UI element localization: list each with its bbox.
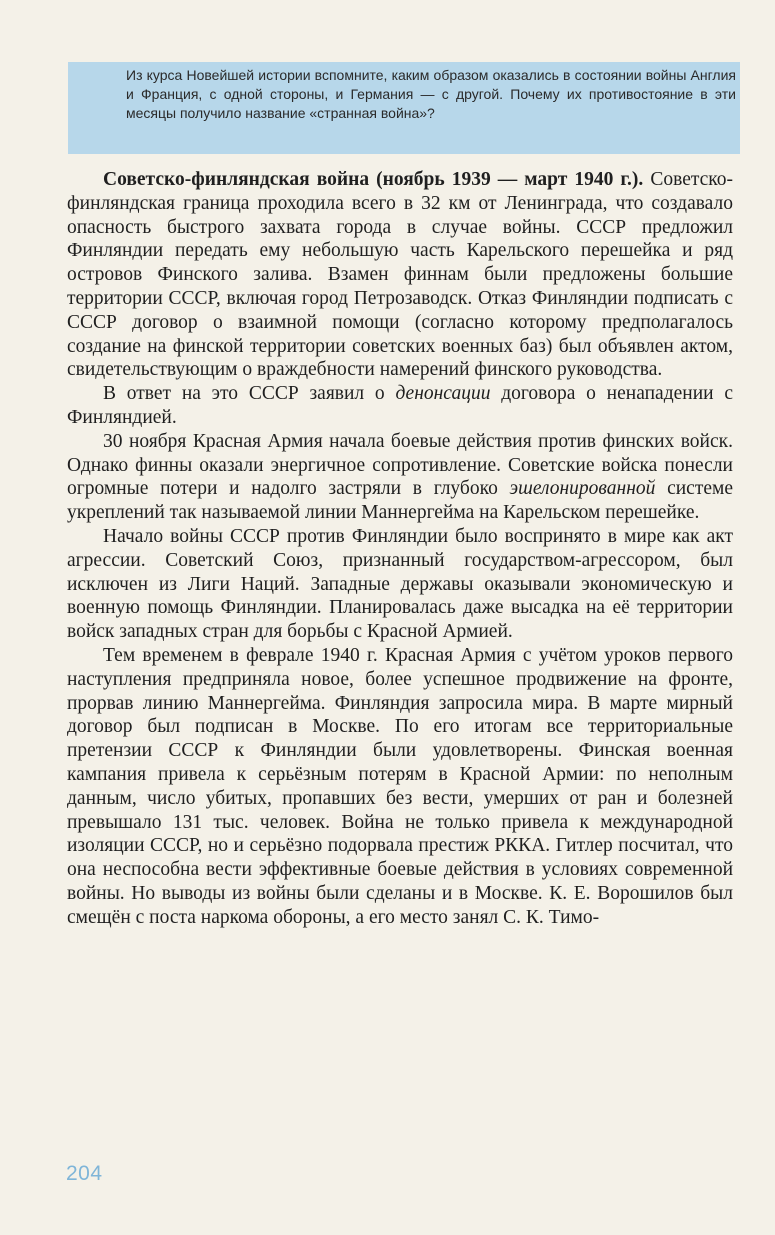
section-heading: Советско-финляндская война (ноябрь 1939 — март 1940 г.).	[103, 169, 644, 190]
paragraph-2-text-before: В ответ на это СССР заявил о	[103, 383, 396, 405]
term-denunciation: денонсации	[395, 383, 491, 405]
term-echeloned: эшелонированной	[509, 478, 656, 500]
paragraph-1-text: Советско-финляндская граница проходила всего в 32 км от Ленинграда, что создавало опасность быстрого захвата города в случае войны. СССР предложил Финляндии передать ему небольшую часть Карельского перешейка и ряд островов Финского залива. Взамен финнам были предложены большие территории СССР, включая город Петрозаводск. Отказ Финляндии подписать с СССР договор о взаимной помощи (согласно которому предполагалось создание на финской территории советских военных баз) был объявлен актом, свидетельствующим о враждебности намерений финского руководства.	[67, 169, 733, 381]
page-number: 204	[66, 1162, 103, 1185]
question-callout-text: Из курса Новейшей истории вспомните, каким образом оказались в состоянии войны Англия и Франция, с одной стороны, и Германия — с другой. Почему их противостояние в эти месяцы получило название «странная война»?	[126, 67, 736, 121]
paragraph-2-text-after: договора о ненападении с Финляндией.	[67, 383, 733, 428]
main-text	[67, 168, 733, 930]
paragraph-3-text-after: системе укреплений так называемой линии Маннергейма на Карельском перешейке.	[67, 478, 733, 524]
paragraph-3	[67, 430, 733, 525]
paragraph-5: Тем временем в феврале 1940 г. Красная Армия с учётом уроков первого наступления предприняла новое, более успешное продвижение на фронте, прорвав линию Маннергейма. Финляндия запросила мира. В марте мирный договор был подписан в Москве. По его итогам все территориальные претензии СССР к Финляндии были удовлетворены. Финская военная кампания привела к серьёзным потерям в Красной Армии: по неполным данным, число убитых, пропавших без вести, умерших от ран и болезней превышало 131 тыс. человек. Война не только привела к международной изоляции СССР, но и серьёзно подорвала престиж РККА. Гитлер посчитал, что она неспособна вести эффективные боевые действия в условиях современной войны. Но выводы из войны были сделаны и в Москве. К. Е. Ворошилов был смещён с поста наркома обороны, а его место занял С. К. Тимо-	[67, 644, 733, 928]
paragraph-2	[67, 382, 733, 430]
paragraph-4: Начало войны СССР против Финляндии было воспринято в мире как акт агрессии. Советский Союз, признанный государством-агрессором, был исключен из Лиги Наций. Западные державы оказывали экономическую и военную помощь Финляндии. Планировалась даже высадка на её территории войск западных стран для борьбы с Красной Армией.	[67, 525, 733, 643]
paragraph-3-text-before: 30 ноября Красная Армия начала боевые действия против финских войск. Однако финны оказали энергичное сопротивление. Советские войска понесли огромные потери и надолго застряли в глубоко	[67, 430, 733, 500]
paragraph-1	[67, 168, 733, 382]
